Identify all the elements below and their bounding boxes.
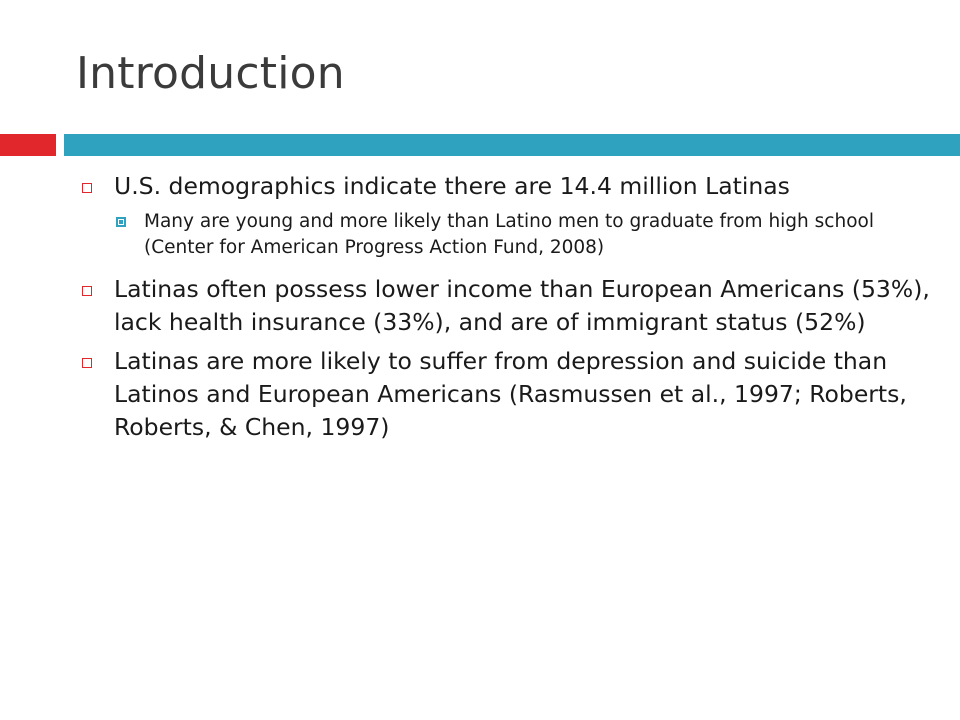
hollow-square-bullet-icon xyxy=(82,358,92,368)
bullet-item-2 xyxy=(76,273,936,339)
bullet-item-3 xyxy=(76,345,936,444)
filled-square-bullet-icon xyxy=(116,217,126,227)
hollow-square-bullet-icon xyxy=(82,286,92,296)
bullet-item-1 xyxy=(76,170,936,203)
page-title: Introduction xyxy=(76,48,345,99)
slide-body xyxy=(76,170,936,450)
sub-bullet-text: Many are young and more likely than Latino men to graduate from high school (Center for American Progress Action Fund, 2008) xyxy=(144,211,874,258)
bullet-text: Latinas often possess lower income than European Americans (53%), lack health insurance (33%), and are of immigrant status (52%) xyxy=(114,275,930,336)
bullet-text: Latinas are more likely to suffer from depression and suicide than Latinos and European Americans (Rasmussen et al., 1997; Roberts, Roberts, & Chen, 1997) xyxy=(114,347,907,441)
bullet-text: U.S. demographics indicate there are 14.4 million Latinas xyxy=(114,172,790,200)
sub-bullet-item-1 xyxy=(114,209,936,261)
title-rule-accent-red xyxy=(0,134,56,156)
hollow-square-bullet-icon xyxy=(82,183,92,193)
title-rule-accent-blue xyxy=(64,134,960,156)
